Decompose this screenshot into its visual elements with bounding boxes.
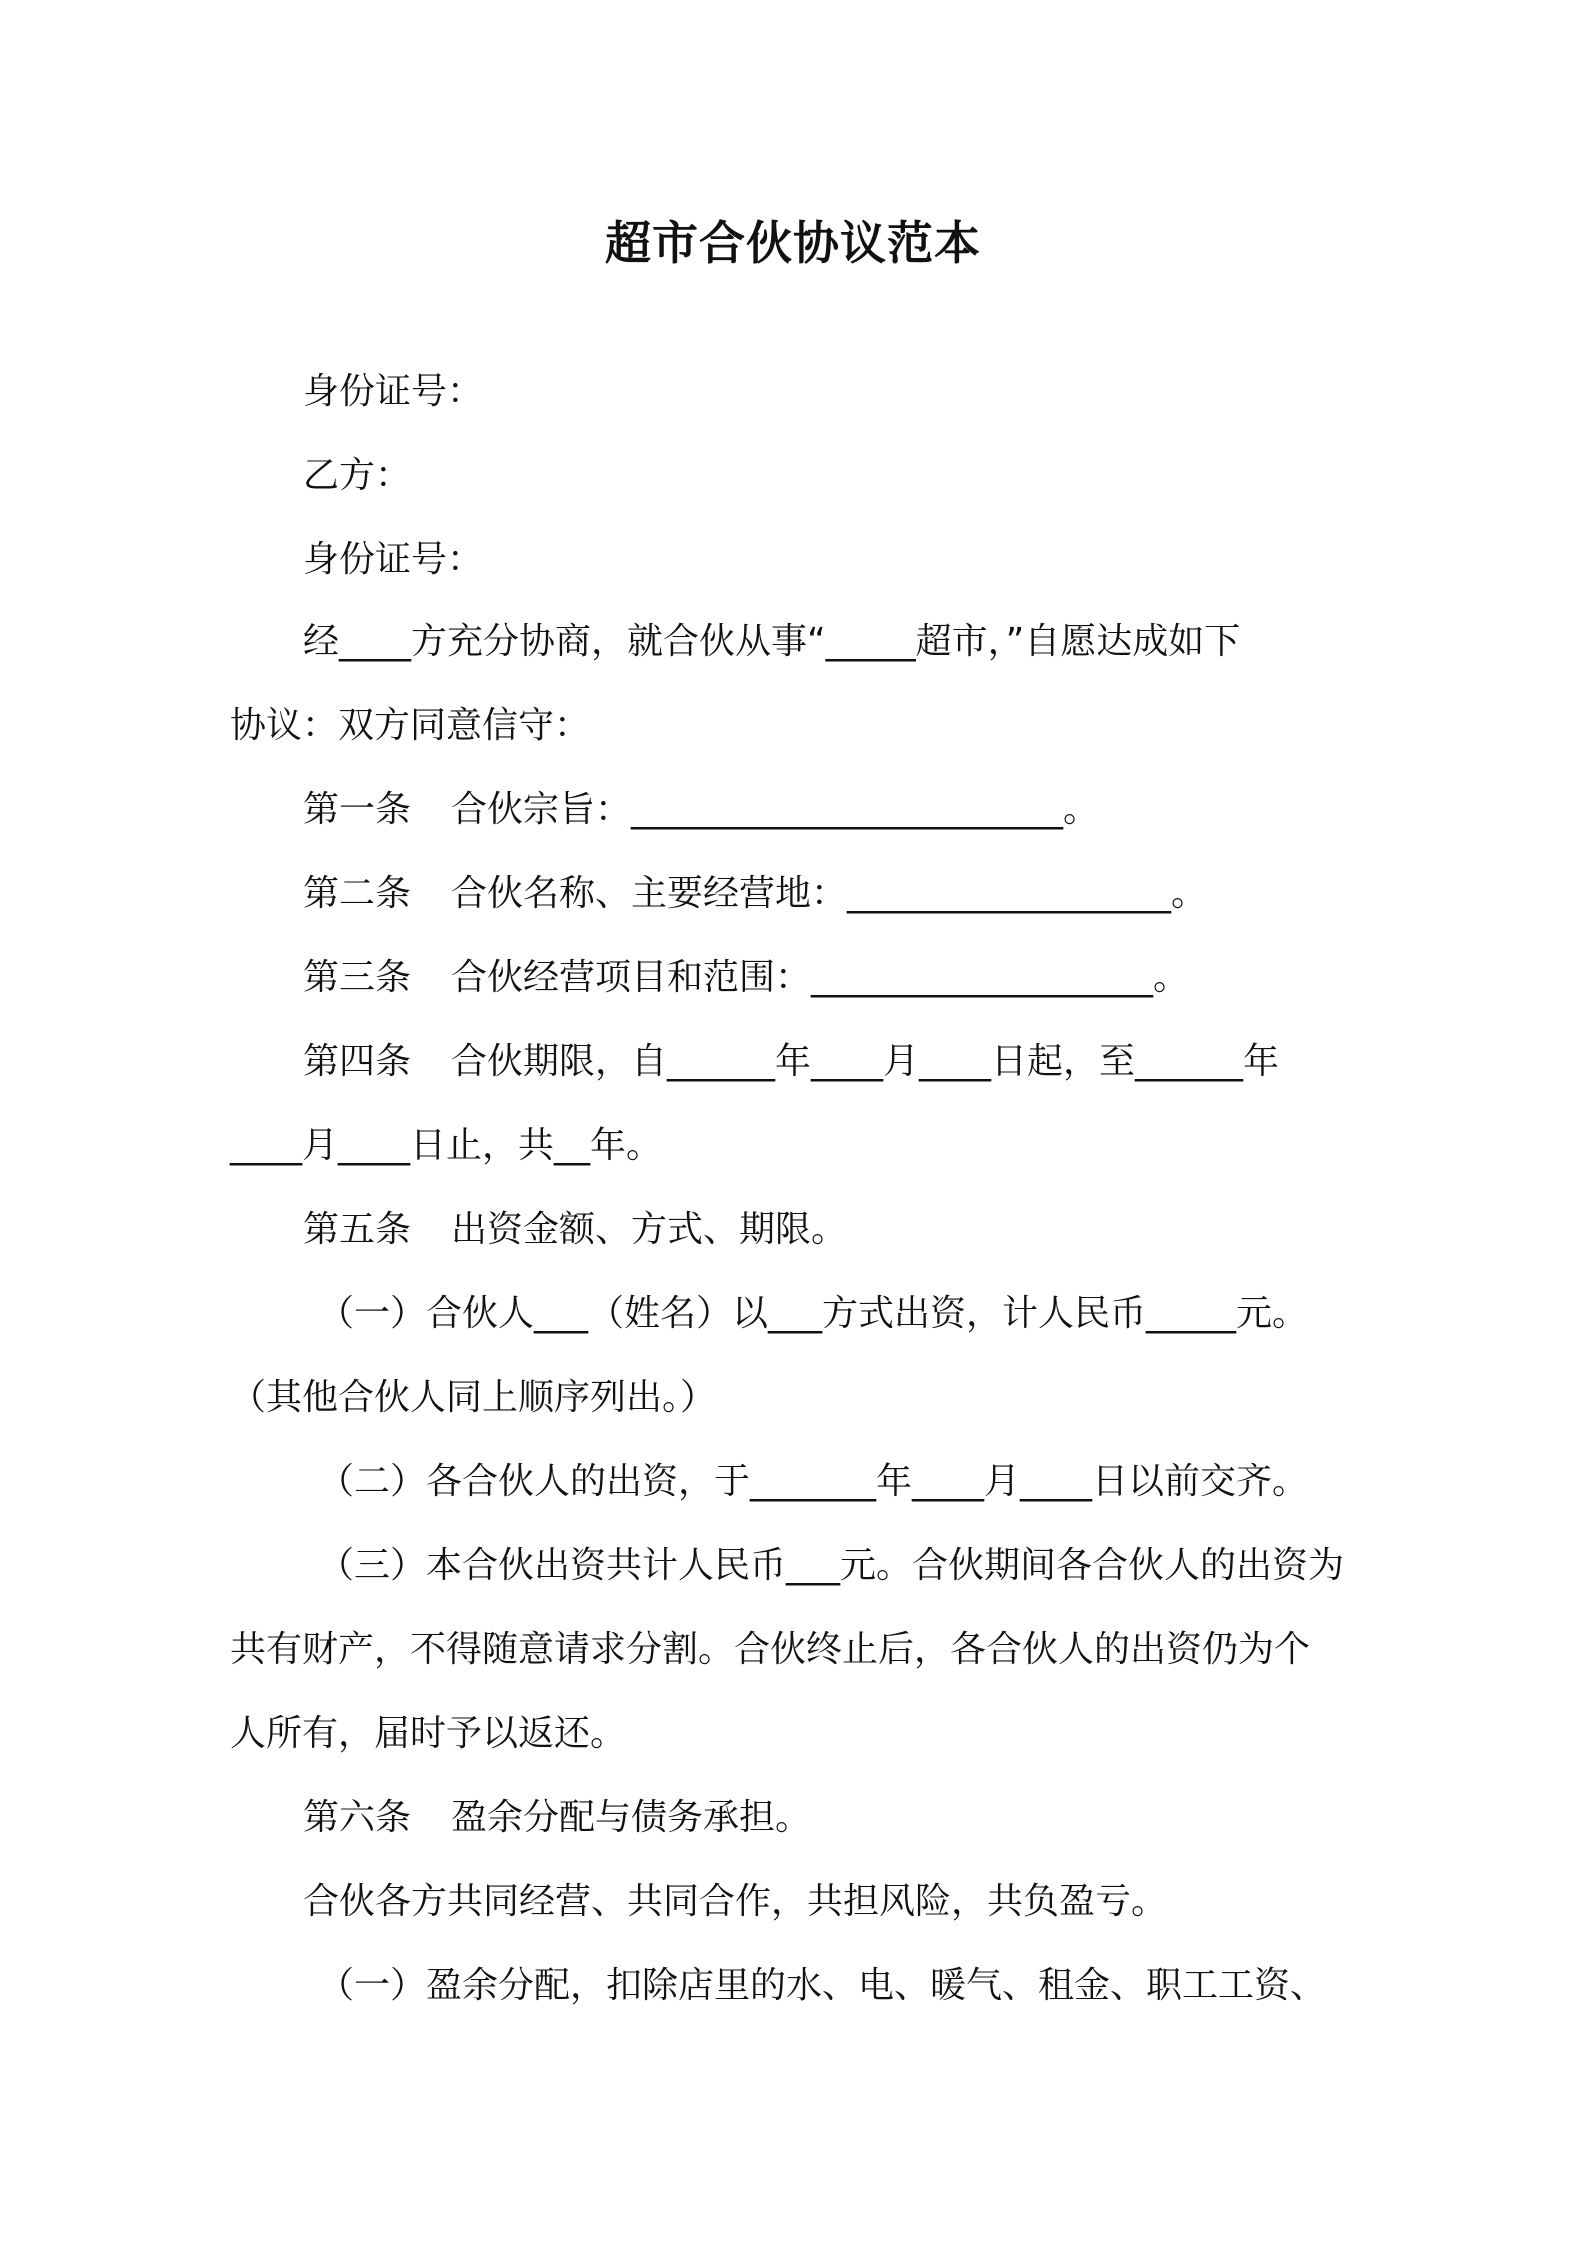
article-6-text: 盈余分配与债务承担。 [451, 1797, 812, 1838]
article-4-text: 合伙期限，自______年____月____日起，至______年 [451, 1041, 1280, 1082]
article-5-item-3-line-1: （三）本合伙出资共计人民币___元。合伙期间各合伙人的出资为 [318, 1545, 1345, 1586]
article-1-text: 合伙宗旨：________________________。 [451, 789, 1100, 830]
id-number-line-a: 身份证号： [303, 371, 484, 412]
article-2-label: 第二条 [303, 873, 412, 914]
article-6-principle: 合伙各方共同经营、共同合作，共担风险，共负盈亏。 [303, 1881, 1168, 1922]
article-5-text: 出资金额、方式、期限。 [451, 1209, 848, 1250]
article-2-text: 合伙名称、主要经营地：__________________。 [451, 873, 1208, 914]
article-6-label: 第六条 [303, 1797, 412, 1838]
party-b-line: 乙方： [303, 455, 412, 496]
article-5 [303, 1200, 847, 1260]
preamble-line-1: 经____方充分协商，就合伙从事“_____超市，”自愿达成如下 [303, 621, 1241, 662]
article-5-item-2: （二）各合伙人的出资，于_______年____月____日以前交齐。 [318, 1461, 1309, 1502]
article-5-item-1-note: （其他合伙人同上顺序列出。） [230, 1377, 717, 1418]
article-3-text: 合伙经营项目和范围：___________________。 [451, 957, 1190, 998]
article-2 [303, 864, 1207, 924]
article-5-label: 第五条 [303, 1209, 412, 1250]
article-4 [303, 1032, 1279, 1092]
preamble-line-2: 协议：双方同意信守： [230, 705, 591, 746]
article-5-item-3-line-2: 共有财产，不得随意请求分割。合伙终止后，各合伙人的出资仍为个 [230, 1629, 1311, 1670]
article-3-label: 第三条 [303, 957, 412, 998]
article-6 [303, 1788, 811, 1848]
article-1-label: 第一条 [303, 789, 412, 830]
article-4-cont: ____月____日止，共__年。 [230, 1125, 663, 1166]
article-3 [303, 948, 1189, 1008]
id-number-line-b: 身份证号： [303, 539, 484, 580]
article-4-label: 第四条 [303, 1041, 412, 1082]
article-1 [303, 780, 1099, 840]
article-6-item-1: （一）盈余分配，扣除店里的水、电、暖气、租金、职工工资、 [318, 1965, 1327, 2006]
document-title: 超市合伙协议范本 [605, 216, 981, 270]
article-5-item-3-line-3: 人所有，届时予以返还。 [230, 1713, 627, 1754]
article-5-item-1: （一）合伙人___（姓名）以___方式出资，计人民币_____元。 [318, 1293, 1309, 1334]
